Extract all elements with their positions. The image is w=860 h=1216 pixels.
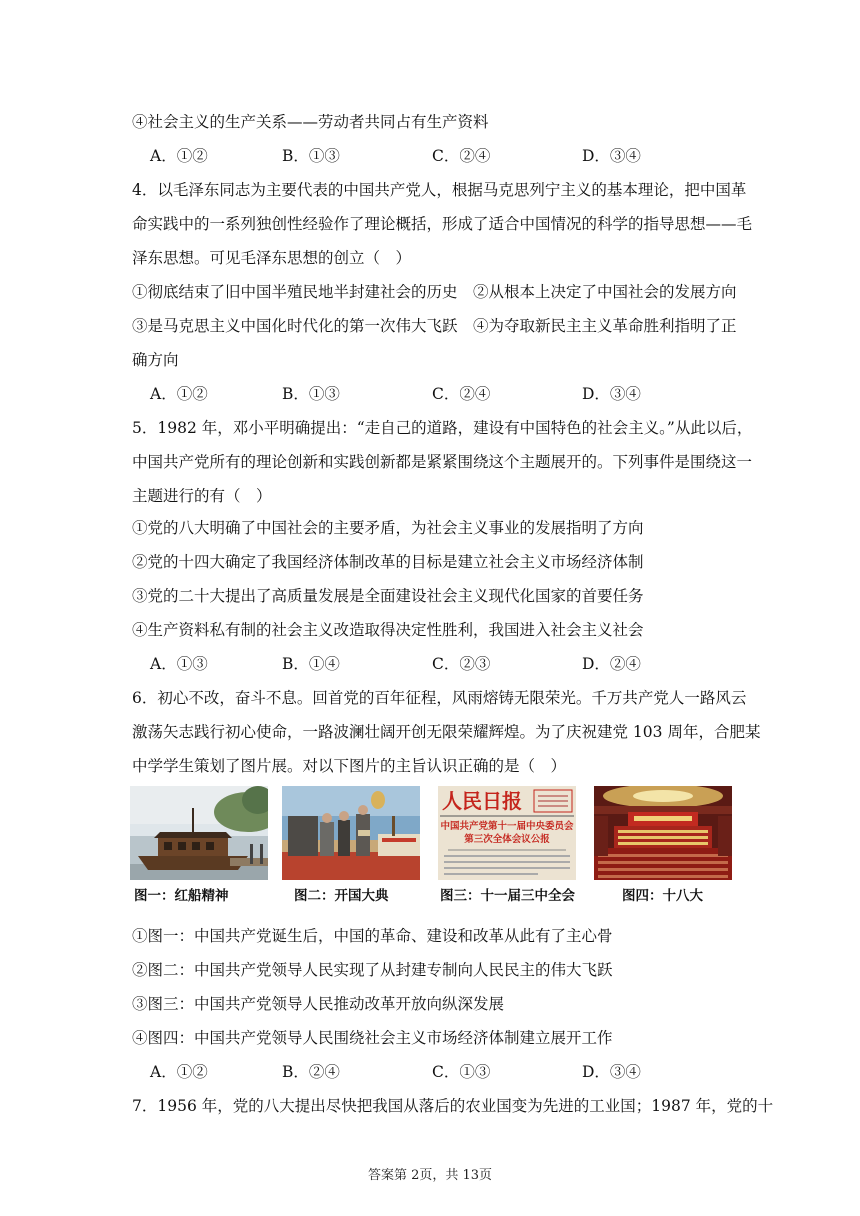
red-boat-photo xyxy=(130,786,268,880)
q6-stem-line-1: 6．初心不改，奋斗不息。回首党的百年征程，风雨熔铸无限荣光。千万共产党人一路风云 xyxy=(132,689,747,707)
q5-item-2: ②党的十四大确定了我国经济体制改革的目标是建立社会主义市场经济体制 xyxy=(132,553,644,571)
q5-options xyxy=(150,654,710,674)
q3-item-4: ④社会主义的生产关系——劳动者共同占有生产资料 xyxy=(132,113,489,131)
q6-option-a[interactable]: A．①② xyxy=(150,1063,208,1081)
q6-item-2: ②图二：中国共产党领导人民实现了从封建专制向人民民主的伟大飞跃 xyxy=(132,961,613,979)
q6-stem-line-2: 激荡矢志践行初心使命，一路波澜壮阔开创无限荣耀辉煌。为了庆祝建党 103 周年，合肥某 xyxy=(132,723,761,741)
q5-option-d[interactable]: D．②④ xyxy=(582,655,641,673)
q6-stem-line-3: 中学学生策划了图片展。对以下图片的主旨认识正确的是（ ） xyxy=(132,757,567,775)
q4-stem-line-1: 4．以毛泽东同志为主要代表的中国共产党人，根据马克思列宁主义的基本理论，把中国革 xyxy=(132,181,747,199)
q4-stem-line-2: 命实践中的一系列独创性经验作了理论概括，形成了适合中国情况的科学的指导思想——毛 xyxy=(132,215,753,233)
eighteenth-congress-photo xyxy=(594,786,732,880)
q4-option-d[interactable]: D．③④ xyxy=(582,385,641,403)
q4-options xyxy=(150,384,710,404)
q5-stem-line-1: 5．1982 年，邓小平明确提出：“走自己的道路，建设有中国特色的社会主义。”从此以后， xyxy=(132,419,753,437)
q3-option-b[interactable]: B．①③ xyxy=(282,147,340,165)
q4-items-line-3: 确方向 xyxy=(132,351,179,369)
picture-1-caption: 图一：红船精神 xyxy=(134,888,229,904)
q4-stem-line-3: 泽东思想。可见毛泽东思想的创立（ ） xyxy=(132,249,412,267)
picture-4-caption: 图四：十八大 xyxy=(622,888,703,904)
q3-options xyxy=(150,146,710,166)
q4-option-a[interactable]: A．①② xyxy=(150,385,208,403)
picture-2-caption: 图二：开国大典 xyxy=(294,888,389,904)
page-footer: 答案第 2页，共 13页 xyxy=(367,1168,493,1183)
q4-items-line-2: ③是马克思主义中国化时代化的第一次伟大飞跃 ④为夺取新民主主义革命胜利指明了正 xyxy=(132,317,737,335)
newspaper-headline-2: 第三次全体会议公报 xyxy=(464,834,550,845)
q5-stem-line-2: 中国共产党所有的理论创新和实践创新都是紧紧围绕这个主题展开的。下列事件是围绕这一 xyxy=(132,453,753,471)
q6-options xyxy=(150,1062,710,1082)
q6-item-4: ④图四：中国共产党领导人民围绕社会主义市场经济体制建立展开工作 xyxy=(132,1029,613,1047)
q4-items-line-1: ①彻底结束了旧中国半殖民地半封建社会的历史 ②从根本上决定了中国社会的发展方向 xyxy=(132,283,737,301)
q3-option-d[interactable]: D．③④ xyxy=(582,147,641,165)
q4-option-b[interactable]: B．①③ xyxy=(282,385,340,403)
q6-option-d[interactable]: D．③④ xyxy=(582,1063,641,1081)
q3-option-c[interactable]: C．②④ xyxy=(432,147,491,165)
q5-option-c[interactable]: C．②③ xyxy=(432,655,491,673)
q6-item-3: ③图三：中国共产党领导人民推动改革开放向纵深发展 xyxy=(132,995,505,1013)
founding-ceremony-painting xyxy=(282,786,420,880)
q5-option-b[interactable]: B．①④ xyxy=(282,655,340,673)
q4-option-c[interactable]: C．②④ xyxy=(432,385,491,403)
q5-item-1: ①党的八大明确了中国社会的主要矛盾，为社会主义事业的发展指明了方向 xyxy=(132,519,644,537)
picture-3-caption: 图三：十一届三中全会 xyxy=(440,888,575,904)
q5-item-4: ④生产资料私有制的社会主义改造取得决定性胜利，我国进入社会主义社会 xyxy=(132,621,644,639)
q6-option-c[interactable]: C．①③ xyxy=(432,1063,491,1081)
newspaper-title: 人民日报 xyxy=(442,789,522,813)
q6-option-b[interactable]: B．②④ xyxy=(282,1063,340,1081)
q5-stem-line-3: 主题进行的有（ ） xyxy=(132,487,272,505)
q5-item-3: ③党的二十大提出了高质量发展是全面建设社会主义现代化国家的首要任务 xyxy=(132,587,644,605)
q5-option-a[interactable]: A．①③ xyxy=(150,655,208,673)
peoples-daily-newspaper xyxy=(438,786,576,880)
q7-stem-line-1: 7．1956 年，党的八大提出尽快把我国从落后的农业国变为先进的工业国；1987 年，党的十 xyxy=(132,1097,774,1115)
q6-picture-row xyxy=(130,786,734,904)
q6-item-1: ①图一：中国共产党诞生后，中国的革命、建设和改革从此有了主心骨 xyxy=(132,927,613,945)
newspaper-headline-1: 中国共产党第十一届中央委员会 xyxy=(440,821,574,832)
q3-option-a[interactable]: A．①② xyxy=(150,147,208,165)
